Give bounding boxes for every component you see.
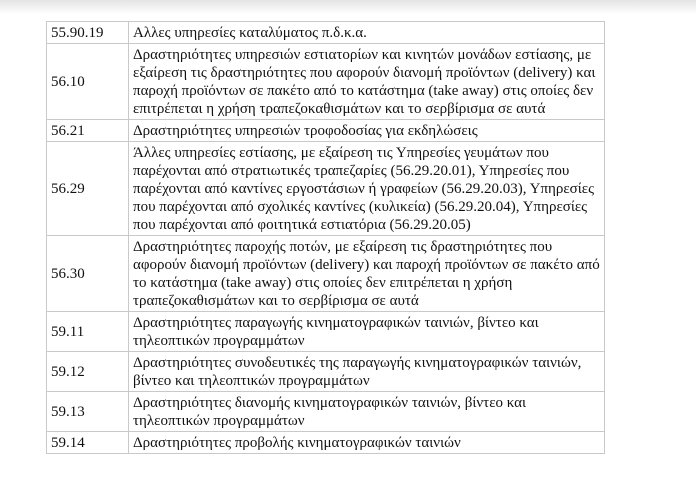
activity-description: Δραστηριότητες προβολής κινηματογραφικών ταινιών — [129, 432, 605, 454]
activity-code: 59.14 — [47, 432, 129, 454]
activity-code: 55.90.19 — [47, 22, 129, 44]
activity-code: 56.29 — [47, 142, 129, 236]
activity-description: Δραστηριότητες παραγωγής κινηματογραφικών ταινιών, βίντεο και τηλεοπτικών προγραμμάτων — [129, 312, 605, 352]
activity-description: Δραστηριότητες υπηρεσιών εστιατορίων και κινητών μονάδων εστίασης, με εξαίρεση τις δραστηριότητες που αφορούν διανομή προϊόντων (delivery) και παροχή προϊόντων σε πακέτο από το κατάστημα (take away) στις οποίες δεν επιτρέπεται η χρήση τραπεζοκαθισμάτων και το σερβίρισμα σε αυτά — [129, 44, 605, 120]
page-top-shadow — [0, 0, 696, 14]
activity-description: Άλλες υπηρεσίες εστίασης, με εξαίρεση τις Υπηρεσίες γευμάτων που παρέχονται από στρατιωτικές τραπεζαρίες (56.29.20.01), Υπηρεσίες που παρέχονται από καντίνες εργοστάσιων ή γραφείων (56.29.20.03), Υπηρεσίες που παρέχονται από σχολικές καντίνες (κυλικεία) (56.29.20.04), Υπηρεσίες που παρέχονται από φοιτητικά εστιατόρια (56.29.20.05) — [129, 142, 605, 236]
activity-description: Δραστηριότητες διανομής κινηματογραφικών ταινιών, βίντεο και τηλεοπτικών προγραμμάτων — [129, 392, 605, 432]
table-row — [47, 236, 605, 312]
table-row — [47, 392, 605, 432]
activity-code: 59.11 — [47, 312, 129, 352]
table-row — [47, 44, 605, 120]
activity-code: 56.10 — [47, 44, 129, 120]
table-row — [47, 142, 605, 236]
table-row — [47, 120, 605, 142]
activity-description: Δραστηριότητες υπηρεσιών τροφοδοσίας για εκδηλώσεις — [129, 120, 605, 142]
activity-description: Δραστηριότητες συνοδευτικές της παραγωγής κινηματογραφικών ταινιών, βίντεο και τηλεοπτικών προγραμμάτων — [129, 352, 605, 392]
table-row — [47, 352, 605, 392]
activity-description: Αλλες υπηρεσίες καταλύματος π.δ.κ.α. — [129, 22, 605, 44]
activity-code: 56.21 — [47, 120, 129, 142]
activity-code: 59.13 — [47, 392, 129, 432]
table-row — [47, 22, 605, 44]
activity-code: 56.30 — [47, 236, 129, 312]
activity-codes-table — [46, 21, 605, 454]
table-row — [47, 312, 605, 352]
table-row — [47, 432, 605, 454]
activity-description: Δραστηριότητες παροχής ποτών, με εξαίρεση τις δραστηριότητες που αφορούν διανομή προϊόντων (delivery) και παροχή προϊόντων σε πακέτο από το κατάστημα (take away) στις οποίες δεν επιτρέπεται η χρήση τραπεζοκαθισμάτων και το σερβίρισμα σε αυτά — [129, 236, 605, 312]
activity-code: 59.12 — [47, 352, 129, 392]
